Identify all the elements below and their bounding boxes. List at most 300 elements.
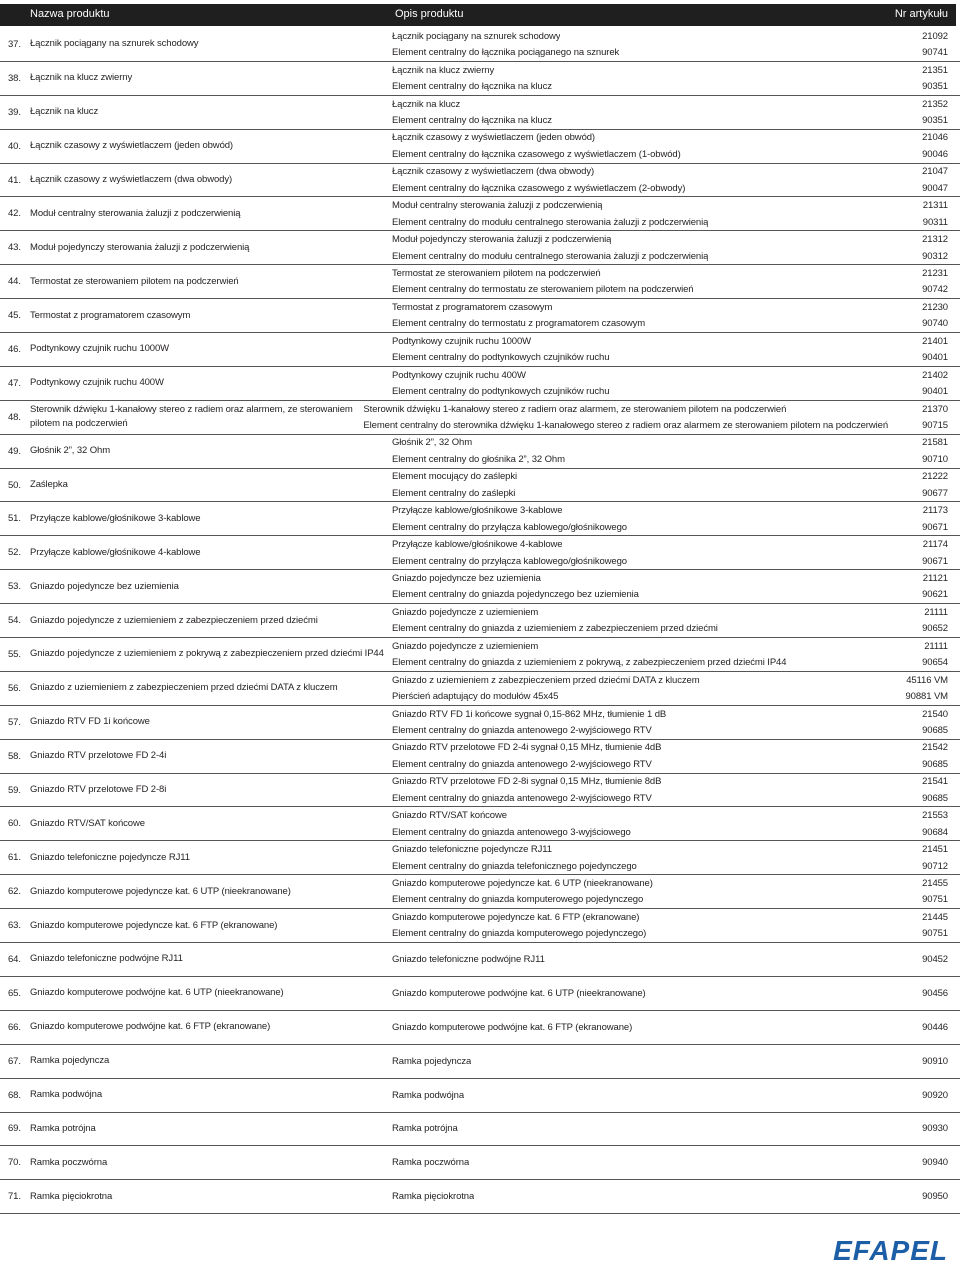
article-number: 90910: [922, 1055, 948, 1067]
description-line: [392, 638, 960, 654]
row-number: 53.: [8, 581, 21, 593]
product-name: Gniazdo RTV/SAT końcowe: [30, 817, 145, 829]
table-row: [0, 1011, 960, 1045]
product-name-cell: [0, 231, 392, 264]
product-description: Gniazdo RTV przelotowe FD 2-4i sygnał 0,15 MHz, tłumienie 4dB: [392, 742, 662, 754]
row-number: 48.: [8, 411, 21, 423]
table-row: [0, 604, 960, 638]
article-number: 90751: [922, 894, 948, 906]
product-name-cell: [0, 672, 392, 705]
table-row: [0, 401, 960, 435]
product-description: Ramka pojedyncza: [392, 1055, 472, 1067]
product-name-cell: [0, 435, 392, 468]
header-product-description: Opis produktu: [395, 8, 464, 20]
product-description-cell: [392, 909, 960, 942]
table-row: [0, 299, 960, 333]
product-description: Element centralny do gniazda antenowego 3-wyjściowego: [392, 826, 631, 838]
product-description: Element centralny do łącznika czasowego z wyświetlaczem (1-obwód): [392, 148, 681, 160]
product-name-cell: [0, 130, 392, 163]
product-description-cell: [392, 96, 960, 129]
description-line: [392, 333, 960, 349]
product-description: Gniazdo pojedyncze bez uziemienia: [392, 572, 541, 584]
table-row: [0, 96, 960, 130]
description-line: [392, 909, 960, 925]
article-number: 21231: [922, 267, 948, 279]
table-row: [0, 28, 960, 62]
description-line: [392, 587, 960, 603]
article-number: 90751: [922, 928, 948, 940]
description-line: [392, 807, 960, 823]
product-description-cell: [392, 265, 960, 298]
table-row: [0, 570, 960, 604]
product-name: Gniazdo pojedyncze z uziemieniem z pokrywą z zabezpieczeniem przed dziećmi IP44: [30, 648, 384, 660]
product-name: Gniazdo RTV przelotowe FD 2-4i: [30, 750, 167, 762]
description-line: [392, 299, 960, 315]
product-description-cell: [392, 367, 960, 400]
table-row: [0, 469, 960, 503]
product-description: Gniazdo komputerowe podwójne kat. 6 UTP (nieekranowane): [392, 987, 646, 999]
product-name: Gniazdo komputerowe podwójne kat. 6 FTP (ekranowane): [30, 1021, 271, 1033]
product-description-cell: [392, 1146, 960, 1179]
product-description-cell: [363, 401, 960, 434]
description-line: [392, 130, 960, 146]
product-description: Element centralny do zaślepki: [392, 487, 516, 499]
article-number: 21174: [922, 539, 948, 551]
header-article-number: Nr artykułu: [894, 8, 948, 20]
product-name: Gniazdo telefoniczne pojedyncze RJ11: [30, 851, 190, 863]
description-line: [392, 985, 960, 1002]
table-row: [0, 231, 960, 265]
product-description: Element centralny do łącznika czasowego z wyświetlaczem (2-obwody): [392, 182, 686, 194]
product-description: Gniazdo komputerowe pojedyncze kat. 6 UTP (nieekranowane): [392, 877, 653, 889]
article-number: 21445: [922, 911, 948, 923]
product-name-cell: [0, 502, 392, 535]
product-description-cell: [392, 1180, 960, 1213]
table-row: [0, 197, 960, 231]
article-number: 90685: [922, 758, 948, 770]
product-table: [0, 28, 960, 1214]
article-number: 90741: [922, 47, 948, 59]
article-number: 21540: [922, 708, 948, 720]
article-number: 90047: [922, 182, 948, 194]
product-description-cell: [392, 977, 960, 1010]
product-name: Gniazdo telefoniczne podwójne RJ11: [30, 953, 183, 965]
table-row: [0, 943, 960, 977]
product-name: Zaślepka: [30, 479, 68, 491]
product-description-cell: [392, 740, 960, 773]
article-number: 90685: [922, 792, 948, 804]
product-description: Element centralny do modułu centralnego sterowania żaluzji z podczerwienią: [392, 250, 709, 262]
row-number: 62.: [8, 886, 21, 898]
row-number: 56.: [8, 682, 21, 694]
article-number: 90654: [922, 657, 948, 669]
row-number: 64.: [8, 953, 21, 965]
article-number: 90671: [922, 555, 948, 567]
product-description: Element centralny do gniazda z uziemieniem z zabezpieczeniem przed dziećmi: [392, 623, 718, 635]
description-line: [363, 401, 960, 417]
article-number: 90452: [922, 953, 948, 965]
product-description-cell: [392, 502, 960, 535]
article-number: 21111: [924, 640, 948, 652]
description-line: [392, 383, 960, 399]
table-row: [0, 1079, 960, 1113]
article-number: 21312: [922, 234, 948, 246]
row-number: 52.: [8, 547, 21, 559]
product-description: Łącznik pociągany na sznurek schodowy: [392, 30, 561, 42]
product-name-cell: [0, 96, 392, 129]
product-description-cell: [392, 1079, 960, 1112]
product-description-cell: [392, 841, 960, 874]
product-name-cell: [0, 604, 392, 637]
article-number: 90710: [922, 453, 948, 465]
article-number: 90652: [922, 623, 948, 635]
description-line: [392, 469, 960, 485]
description-line: [392, 519, 960, 535]
description-line: [392, 367, 960, 383]
article-number: 21173: [922, 505, 948, 517]
article-number: 21230: [922, 301, 948, 313]
row-number: 38.: [8, 72, 21, 84]
product-name: Moduł pojedynczy sterowania żaluzji z podczerwienią: [30, 241, 250, 253]
product-description-cell: [392, 197, 960, 230]
row-number: 63.: [8, 920, 21, 932]
article-number: 90446: [922, 1021, 948, 1033]
description-line: [392, 502, 960, 518]
product-description: Moduł centralny sterowania żaluzji z podczerwienią: [392, 200, 603, 212]
product-name: Gniazdo RTV przelotowe FD 2-8i: [30, 784, 167, 796]
product-description: Element centralny do głośnika 2”, 32 Ohm: [392, 453, 565, 465]
row-number: 51.: [8, 513, 21, 525]
product-name: Termostat z programatorem czasowym: [30, 309, 191, 321]
product-name: Głośnik 2”, 32 Ohm: [30, 445, 111, 457]
article-number: 90351: [922, 81, 948, 93]
row-number: 41.: [8, 174, 21, 186]
table-row: [0, 62, 960, 96]
product-name: Łącznik na klucz: [30, 106, 99, 118]
row-number: 55.: [8, 648, 21, 660]
product-name-cell: [0, 367, 392, 400]
product-description-cell: [392, 875, 960, 908]
product-description-cell: [392, 469, 960, 502]
product-description-cell: [392, 62, 960, 95]
row-number: 69.: [8, 1123, 21, 1135]
product-description: Gniazdo telefoniczne pojedyncze RJ11: [392, 844, 552, 856]
product-name-cell: [0, 909, 392, 942]
product-description: Element centralny do termostatu z programatorem czasowym: [392, 318, 646, 330]
article-number: 21541: [922, 776, 948, 788]
product-description: Element centralny do łącznika na klucz: [392, 81, 552, 93]
product-description: Element centralny do przyłącza kablowego/głośnikowego: [392, 555, 627, 567]
description-line: [392, 756, 960, 772]
product-description: Element centralny do gniazda komputerowego pojedynczego): [392, 928, 647, 940]
product-description: Pierścień adaptujący do modułów 45x45: [392, 691, 559, 703]
description-line: [392, 164, 960, 180]
description-line: [392, 740, 960, 756]
table-row: [0, 1180, 960, 1214]
article-number: 90311: [922, 216, 948, 228]
article-number: 21553: [922, 810, 948, 822]
product-description: Sterownik dźwięku 1-kanałowy stereo z radiem oraz alarmem, ze sterowaniem pilotem na podczerwień: [363, 403, 787, 415]
product-name-cell: [0, 807, 392, 840]
description-line: [392, 926, 960, 942]
row-number: 66.: [8, 1021, 21, 1033]
product-name: Podtynkowy czujnik ruchu 400W: [30, 377, 164, 389]
description-line: [392, 435, 960, 451]
description-line: [392, 858, 960, 874]
product-name: Moduł centralny sterowania żaluzji z podczerwienią: [30, 207, 241, 219]
product-name: Termostat ze sterowaniem pilotem na podczerwień: [30, 275, 239, 287]
table-row: [0, 367, 960, 401]
description-line: [392, 44, 960, 60]
product-description: Element centralny do gniazda komputerowego pojedynczego: [392, 894, 644, 906]
table-row: [0, 1146, 960, 1180]
description-line: [392, 722, 960, 738]
product-description-cell: [392, 604, 960, 637]
description-line: [392, 536, 960, 552]
product-description-cell: [392, 28, 960, 61]
description-line: [392, 553, 960, 569]
article-number: 90621: [922, 589, 948, 601]
product-description: Element centralny do termostatu ze sterowaniem pilotem na podczerwień: [392, 284, 694, 296]
product-name: Podtynkowy czujnik ruchu 1000W: [30, 343, 170, 355]
description-line: [392, 875, 960, 891]
description-line: [392, 841, 960, 857]
product-description: Gniazdo RTV przelotowe FD 2-8i sygnał 0,15 MHz, tłumienie 8dB: [392, 776, 662, 788]
product-description: Gniazdo komputerowe podwójne kat. 6 FTP (ekranowane): [392, 1021, 633, 1033]
description-line: [392, 197, 960, 213]
product-description: Ramka poczwórna: [392, 1157, 470, 1169]
product-name: Gniazdo RTV FD 1i końcowe: [30, 716, 150, 728]
row-number: 44.: [8, 276, 21, 288]
article-number: 90685: [922, 724, 948, 736]
row-number: 67.: [8, 1055, 21, 1067]
description-line: [392, 349, 960, 365]
product-description: Gniazdo komputerowe pojedyncze kat. 6 FTP (ekranowane): [392, 911, 640, 923]
article-number: 90742: [922, 284, 948, 296]
article-number: 21222: [922, 471, 948, 483]
product-name-cell: [0, 197, 392, 230]
product-name-cell: [0, 299, 392, 332]
description-line: [392, 892, 960, 908]
product-description: Łącznik na klucz: [392, 98, 461, 110]
product-description: Łącznik na klucz zwierny: [392, 64, 495, 76]
article-number: 90920: [922, 1089, 948, 1101]
row-number: 47.: [8, 377, 21, 389]
product-description: Gniazdo telefoniczne podwójne RJ11: [392, 953, 545, 965]
product-description-cell: [392, 536, 960, 569]
article-number: 90950: [922, 1191, 948, 1203]
product-description: Przyłącze kablowe/głośnikowe 3-kablowe: [392, 505, 563, 517]
description-line: [392, 96, 960, 112]
article-number: 90401: [922, 386, 948, 398]
article-number: 21111: [924, 606, 948, 618]
description-line: [392, 951, 960, 968]
article-number: 90940: [922, 1157, 948, 1169]
product-description: Ramka pięciokrotna: [392, 1191, 475, 1203]
table-row: [0, 841, 960, 875]
product-name: Łącznik na klucz zwierny: [30, 72, 133, 84]
row-number: 70.: [8, 1157, 21, 1169]
row-number: 65.: [8, 987, 21, 999]
description-line: [392, 451, 960, 467]
description-line: [392, 316, 960, 332]
row-number: 43.: [8, 242, 21, 254]
row-number: 46.: [8, 343, 21, 355]
article-number: 21092: [922, 30, 948, 42]
description-line: [392, 248, 960, 264]
table-row: [0, 977, 960, 1011]
product-description-cell: [392, 1011, 960, 1044]
row-number: 40.: [8, 140, 21, 152]
article-number: 21542: [922, 742, 948, 754]
product-name-cell: [0, 943, 392, 976]
product-name: Gniazdo pojedyncze z uziemieniem z zabezpieczeniem przed dziećmi: [30, 614, 318, 626]
product-description: Podtynkowy czujnik ruchu 1000W: [392, 335, 532, 347]
product-name-cell: [0, 164, 392, 197]
efapel-logo: EFAPEL: [833, 1235, 948, 1266]
product-name-cell: [0, 401, 363, 434]
product-name: Ramka pięciokrotna: [30, 1190, 113, 1202]
product-description-cell: [392, 1045, 960, 1078]
product-name: Ramka potrójna: [30, 1122, 96, 1134]
table-row: [0, 333, 960, 367]
product-name: Łącznik czasowy z wyświetlaczem (jeden obwód): [30, 140, 233, 152]
table-row: [0, 740, 960, 774]
row-number: 39.: [8, 106, 21, 118]
description-line: [392, 688, 960, 704]
article-number: 90456: [922, 987, 948, 999]
product-name-cell: [0, 1011, 392, 1044]
description-line: [392, 231, 960, 247]
product-description: Moduł pojedynczy sterowania żaluzji z podczerwienią: [392, 234, 612, 246]
product-description: Element centralny do gniazda telefonicznego pojedynczego: [392, 860, 637, 872]
product-name-cell: [0, 536, 392, 569]
description-line: [392, 78, 960, 94]
product-name: Gniazdo komputerowe podwójne kat. 6 UTP (nieekranowane): [30, 987, 284, 999]
product-name-cell: [0, 740, 392, 773]
product-name: Ramka podwójna: [30, 1089, 103, 1101]
product-description: Głośnik 2”, 32 Ohm: [392, 437, 473, 449]
article-number: 90401: [922, 352, 948, 364]
product-description-cell: [392, 130, 960, 163]
description-line: [392, 62, 960, 78]
description-line: [392, 1053, 960, 1070]
description-line: [363, 417, 960, 433]
row-number: 61.: [8, 852, 21, 864]
description-line: [392, 654, 960, 670]
product-description-cell: [392, 774, 960, 807]
product-name-cell: [0, 1079, 392, 1112]
product-name-cell: [0, 1146, 392, 1179]
product-name-cell: [0, 570, 392, 603]
table-row: [0, 706, 960, 740]
row-number: 59.: [8, 784, 21, 796]
product-description: Łącznik czasowy z wyświetlaczem (jeden obwód): [392, 132, 595, 144]
article-number: 90930: [922, 1123, 948, 1135]
product-description-cell: [392, 333, 960, 366]
table-row: [0, 130, 960, 164]
row-number: 68.: [8, 1089, 21, 1101]
product-name-cell: [0, 469, 392, 502]
product-description-cell: [392, 807, 960, 840]
product-description-cell: [392, 299, 960, 332]
product-name: Gniazdo pojedyncze bez uziemienia: [30, 580, 179, 592]
description-line: [392, 1121, 960, 1138]
product-description: Element centralny do gniazda z uziemieniem z pokrywą, z zabezpieczeniem przed dziećmi IP44: [392, 657, 787, 669]
product-name-cell: [0, 638, 392, 671]
product-description-cell: [392, 164, 960, 197]
product-name-cell: [0, 1113, 392, 1146]
description-line: [392, 1155, 960, 1172]
product-description-cell: [392, 570, 960, 603]
product-name-cell: [0, 1045, 392, 1078]
description-line: [392, 282, 960, 298]
product-name-cell: [0, 28, 392, 61]
product-description: Termostat ze sterowaniem pilotem na podczerwień: [392, 267, 601, 279]
article-number: 90351: [922, 114, 948, 126]
description-line: [392, 824, 960, 840]
description-line: [392, 214, 960, 230]
row-number: 42.: [8, 208, 21, 220]
product-description: Element mocujący do zaślepki: [392, 471, 517, 483]
product-description: Łącznik czasowy z wyświetlaczem (dwa obwody): [392, 166, 595, 178]
table-row: [0, 502, 960, 536]
product-name: Łącznik czasowy z wyświetlaczem (dwa obwody): [30, 174, 233, 185]
product-name: Ramka poczwórna: [30, 1156, 108, 1168]
product-description: Podtynkowy czujnik ruchu 400W: [392, 369, 526, 381]
product-description: Element centralny do gniazda antenowego 2-wyjściowego RTV: [392, 758, 652, 770]
article-number: 21047: [922, 166, 948, 178]
article-number: 21352: [922, 98, 948, 110]
product-name: Gniazdo komputerowe pojedyncze kat. 6 UTP (nieekranowane): [30, 885, 291, 897]
row-number: 71.: [8, 1191, 21, 1203]
product-name-cell: [0, 977, 392, 1010]
description-line: [392, 621, 960, 637]
table-row: [0, 774, 960, 808]
article-number: 90671: [922, 521, 948, 533]
description-line: [392, 774, 960, 790]
product-description: Element centralny do gniazda antenowego 2-wyjściowego RTV: [392, 724, 652, 736]
product-description: Przyłącze kablowe/głośnikowe 4-kablowe: [392, 539, 563, 551]
product-description: Gniazdo pojedyncze z uziemieniem: [392, 640, 539, 652]
article-number: 21370: [922, 403, 948, 415]
row-number: 49.: [8, 445, 21, 457]
product-description: Ramka potrójna: [392, 1123, 458, 1135]
product-description-cell: [392, 435, 960, 468]
article-number: 21311: [922, 200, 948, 212]
product-description-cell: [392, 672, 960, 705]
description-line: [392, 265, 960, 281]
article-number: 21402: [922, 369, 948, 381]
header-product-name: Nazwa produktu: [30, 8, 110, 20]
product-name-cell: [0, 774, 392, 807]
article-number: 90712: [922, 860, 948, 872]
description-line: [392, 1019, 960, 1036]
product-description-cell: [392, 706, 960, 739]
product-description: Element centralny do sterownika dźwięku 1-kanałowego stereo z radiem oraz alarmem ze sterowaniem pilotem na podczerwień: [363, 419, 888, 431]
product-description: Ramka podwójna: [392, 1089, 465, 1101]
product-name: Gniazdo z uziemieniem z zabezpieczeniem przed dziećmi DATA z kluczem: [30, 682, 338, 694]
table-row: [0, 638, 960, 672]
product-name: Sterownik dźwięku 1-kanałowy stereo z radiem oraz alarmem, ze sterowaniem pilotem na podczerwień: [30, 404, 353, 430]
description-line: [392, 570, 960, 586]
row-number: 58.: [8, 750, 21, 762]
article-number: 90881 VM: [905, 691, 948, 703]
article-number: 90684: [922, 826, 948, 838]
product-name-cell: [0, 706, 392, 739]
table-row: [0, 807, 960, 841]
table-row: [0, 265, 960, 299]
